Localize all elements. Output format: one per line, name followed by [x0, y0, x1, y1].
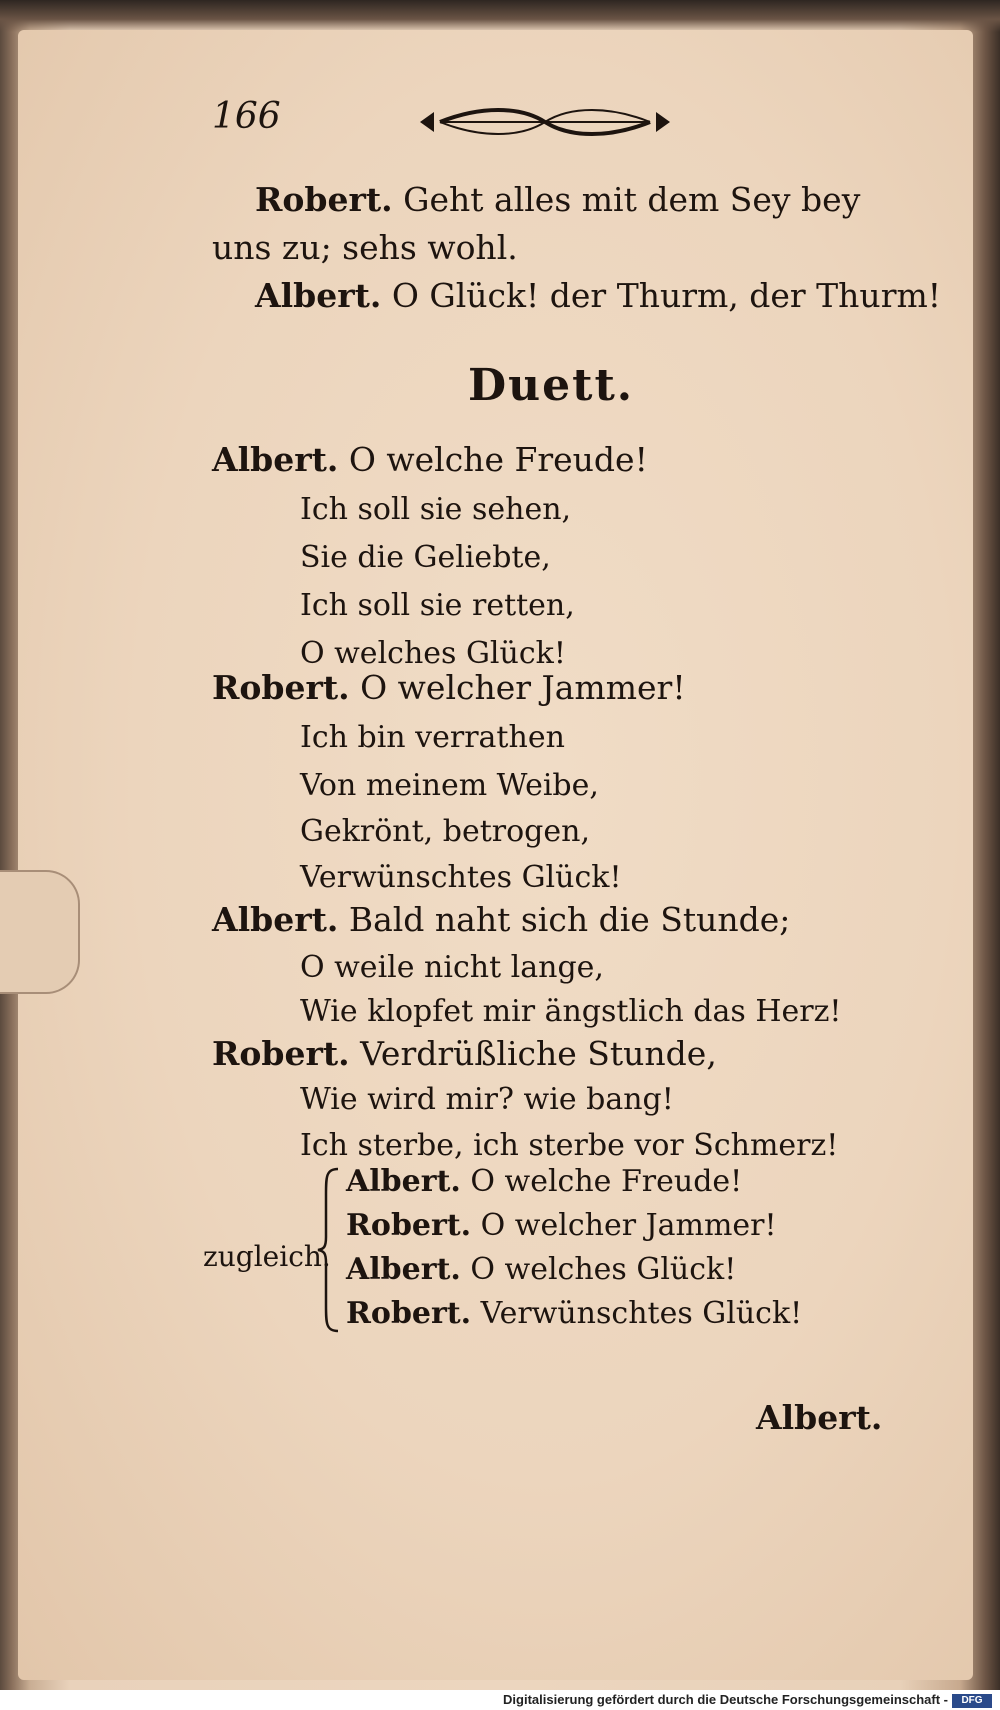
speaker-name: Albert. [212, 440, 339, 479]
dialogue-line [212, 1034, 717, 1073]
speaker-name: Robert. [255, 180, 393, 219]
book-top-edge [0, 0, 1000, 32]
line-text: O welche Freude! [470, 1164, 743, 1199]
dialogue-line [255, 276, 941, 315]
speaker-name: Albert. [255, 276, 382, 315]
page-number: 166 [212, 96, 281, 137]
verse-line: Ich bin verrathen [300, 720, 565, 755]
line-text: Verdrüßliche Stunde, [360, 1034, 717, 1073]
speaker-name: Albert. [346, 1164, 461, 1199]
verse-line: Sie die Geliebte, [300, 540, 551, 575]
line-text: Verwünschtes Glück! [480, 1296, 803, 1331]
line-text: O welcher Jammer! [360, 668, 686, 707]
line-text: O welches Glück! [470, 1252, 737, 1287]
section-title: Duett. [468, 360, 635, 411]
dialogue-line [212, 440, 648, 479]
dialogue-line [212, 228, 518, 267]
verse-line: Wie wird mir? wie bang! [300, 1082, 674, 1117]
line-text: O welche Freude! [348, 440, 648, 479]
verse-line: Wie klopfet mir ängstlich das Herz! [300, 994, 842, 1029]
verse-line: O welches Glück! [300, 636, 566, 671]
verse-line: O weile nicht lange, [300, 950, 604, 985]
dialogue-line [346, 1164, 742, 1199]
line-text: O welcher Jammer! [480, 1208, 777, 1243]
verse-line: Verwünschtes Glück! [300, 860, 622, 895]
line-text: Bald naht sich die Stunde; [348, 900, 791, 939]
line-text: uns zu; sehs wohl. [212, 228, 518, 267]
line-text: Geht alles mit dem Sey bey [403, 180, 861, 219]
speaker-name: Robert. [212, 668, 350, 707]
dialogue-line [212, 900, 790, 939]
line-text: O Glück! der Thurm, der Thurm! [391, 276, 942, 315]
dialogue-line [212, 668, 686, 707]
verse-line: Gekrönt, betrogen, [300, 814, 590, 849]
speaker-name: Robert. [346, 1296, 472, 1331]
speaker-name: Robert. [212, 1034, 350, 1073]
verse-line: Ich sterbe, ich sterbe vor Schmerz! [300, 1128, 839, 1163]
dialogue-line [346, 1208, 777, 1243]
verse-line: Ich soll sie retten, [300, 588, 575, 623]
verse-line: Ich soll sie sehen, [300, 492, 572, 527]
bookmark-tab [0, 870, 80, 994]
funding-note: Digitalisierung gefördert durch die Deutsche Forschungsgemeinschaft - [503, 1692, 948, 1707]
verse-line: Von meinem Weibe, [300, 768, 599, 803]
dialogue-line [346, 1296, 802, 1331]
ornament-divider [410, 102, 680, 142]
together-label: zugleich. [203, 1240, 331, 1273]
footer-bar [0, 1692, 1000, 1710]
speaker-name: Albert. [346, 1252, 461, 1287]
dfg-logo-icon: DFG [952, 1694, 992, 1708]
dialogue-line [346, 1252, 736, 1287]
speaker-name: Robert. [346, 1208, 472, 1243]
dialogue-line [255, 180, 860, 219]
speaker-name: Albert. [212, 900, 339, 939]
catchword: Albert. [756, 1398, 883, 1437]
